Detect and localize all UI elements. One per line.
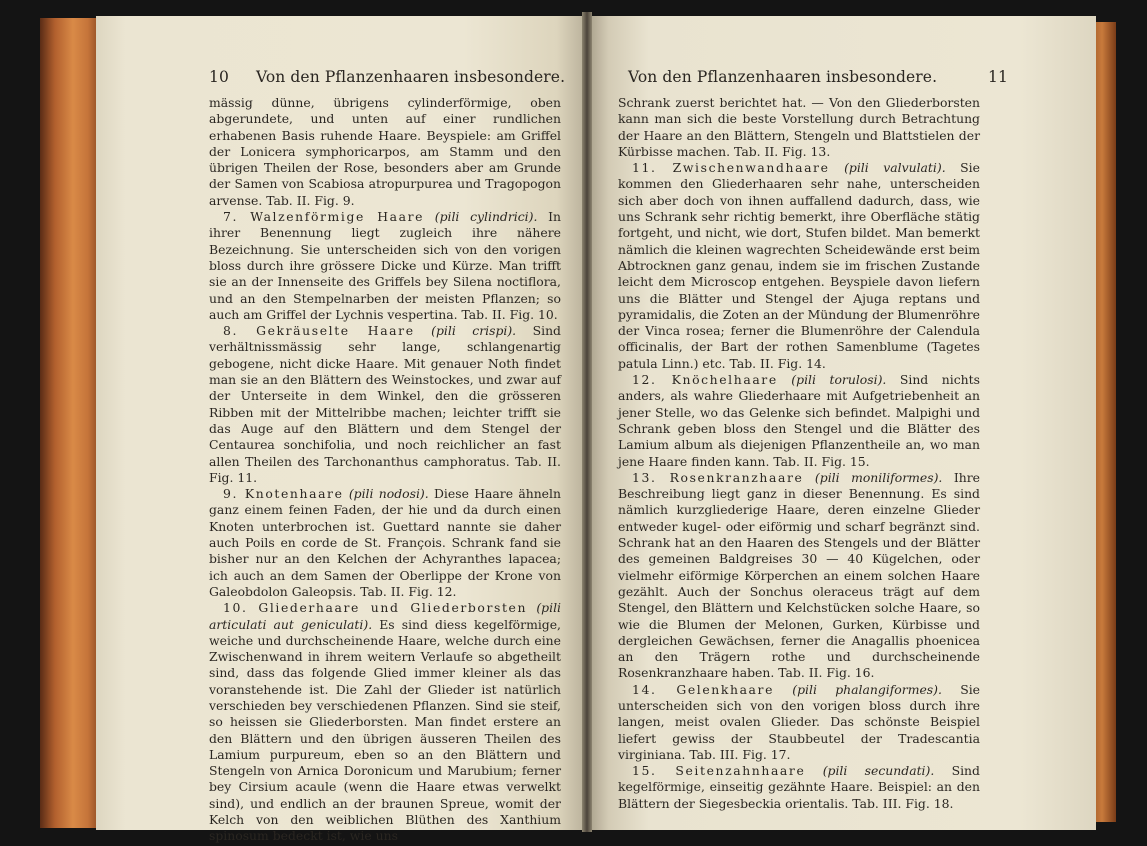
paragraph: [209, 95, 561, 209]
paragraph-body: mässig dünne, übrigens cylinderförmige, oben abgerundete, und unten auf einer rundlichen erhabenen Basis ruhende Haare. Beyspiele: am Griffel der Lonicera symphoricarpos, am Stamm und den übrigen Theilen der Rose, besonders aber am Grunde der Samen von Scabiosa atropurpurea und Tragopogon arvense. Tab. II. Fig. 9.: [209, 95, 561, 208]
paragraph-body: Es sind diess kegelförmige, weiche und durchscheinende Haare, welche durch eine Zwischenwand in ihrem weitern Verlaufe so abgetheilt sind, dass das folgende Glied immer kleiner als das voranstehende ist. Die Zahl der Glieder ist natürlich verschieden bey verschiedenen Pflanzen. Sind sie steif, so heissen sie Gliederborsten. Man findet erstere an den Blättern und den übrigen äusseren Theilen des Lamium purpureum, eben so an den Blättern und Stengeln von Arnica Doronicum und Marubium; ferner bey Cirsium acaule (wenn die Haare etwas verwelkt sind), und endlich an der braunen Spreue, womit der Kelch von den weiblichen Blüthen des Xanthium spinosum bedeckt ist, wie uns: [209, 616, 561, 844]
paragraph-heading: 10. Gliederhaare und Gliederborsten: [223, 600, 528, 616]
latin-term: (pili valvulati).: [844, 160, 946, 176]
paragraph-body: Sie unterscheiden sich von den vorigen bloss durch ihre langen, meist ovalen Glieder. Das schönste Beispiel liefert gewiss der Staubbeutel der Tradescantia virginiana. Tab. III. Fig. 17.: [618, 681, 980, 762]
latin-term: (pili phalangiformes).: [792, 681, 942, 697]
latin-term: (pili crispi).: [431, 323, 517, 339]
paragraph-heading: 15. Seitenzahnhaare: [632, 763, 806, 779]
paragraph: [618, 95, 980, 160]
paragraph: [618, 763, 980, 812]
paragraph-body: Ihre Beschreibung liegt ganz in dieser Benennung. Es sind nämlich kurzgliederige Haare, deren einzelne Glieder entweder kugel- oder eiförmig und scharf begränzt sind. Schrank hat an den Haaren des Stengels und der Blätter des gemeinen Baldgreises 30 — 40 Kügelchen, oder vielmehr eiförmige Körperchen an einem solchen Haare gezählt. Auch der Sonchus oleraceus trägt auf dem Stengel, den Blättern und Kelchstücken solche Haare, so wie die Blumen der Melonen, Gurken, Kürbisse und dergleichen Gewächsen, ferner die Anagallis phoenicea an den Trägern rothe und durchscheinende Rosenkranzhaare haben. Tab. II. Fig. 16.: [618, 469, 980, 681]
paragraph: [618, 470, 980, 682]
latin-term: (pili articulati aut geniculati).: [209, 600, 561, 632]
paragraph-body: Diese Haare ähneln ganz einem feinen Faden, der hie und da durch einen Knoten unterbrochen ist. Guettard nannte sie daher auch Poils en corde de St. François. Schrank fand sie bisher nur an den Kelchen der Achyranthes lapacea; ich auch an dem Samen der Oberlippe der Krone von Galeobdolon Galeopsis. Tab. II. Fig. 12.: [209, 486, 561, 599]
right-page: [588, 16, 1096, 830]
left-page: [96, 16, 586, 844]
paragraph-heading: 7. Walzenförmige Haare: [223, 209, 425, 225]
book-gutter: [582, 12, 592, 832]
paragraph-body: Sind kegelförmige, einseitig gezähnte Haare. Beispiel: an den Blättern der Siegesbeckia orientalis. Tab. III. Fig. 18.: [618, 763, 980, 811]
paragraph: [618, 160, 980, 372]
paragraph-heading: 13. Rosenkranzhaare: [632, 469, 804, 485]
book-cover-left-edge: [40, 18, 100, 828]
latin-term: (pili moniliformes).: [814, 469, 943, 485]
paragraph-body: In ihrer Benennung liegt zugleich ihre nähere Bezeichnung. Sie unterscheiden sich von den vorigen bloss durch ihre grössere Dicke und Kürze. Man trifft sie an der Innenseite des Griffels bey Silena noctiflora, und an den Stempelnarben der meisten Pflanzen; so auch am Griffel der Lychnis vespertina. Tab. II. Fig. 10.: [209, 209, 561, 322]
paragraph: [209, 600, 561, 844]
paragraph: [209, 486, 561, 600]
page-number: 11: [988, 68, 1008, 86]
running-title: Von den Pflanzenhaaren insbesondere.: [628, 68, 938, 86]
paragraph-heading: 8. Gekräuselte Haare: [223, 323, 415, 339]
latin-term: (pili cylindrici).: [434, 209, 538, 225]
paragraph-heading: 12. Knöchelhaare: [632, 372, 778, 388]
paragraph-body: Sind nichts anders, als wahre Gliederhaare mit Aufgetriebenheit an jener Stelle, wo das Gelenke sich befindet. Malpighi und Schrank geben bloss den Stengel und die Blätter des Lamium album als diejenigen Pflanzentheile an, wo man jene Haare finden kann. Tab. II. Fig. 15.: [618, 372, 980, 469]
paragraph-heading: 9. Knotenhaare: [223, 486, 344, 502]
paragraph-body: Schrank zuerst berichtet hat. — Von den Gliederborsten kann man sich die beste Vorstellung durch Betrachtung der Haare an den Blättern, Stengeln und Blattstielen der Kürbisse machen. Tab. II. Fig. 13.: [618, 95, 980, 159]
paragraph: [209, 209, 561, 323]
page-number: 10: [209, 68, 229, 86]
paragraph-heading: 11. Zwischenwandhaare: [632, 160, 830, 176]
text-block: [209, 95, 561, 845]
paragraph-heading: 14. Gelenkhaare: [632, 681, 774, 697]
paragraph: [618, 682, 980, 763]
latin-term: (pili nodosi).: [348, 486, 429, 502]
paragraph-body: Sie kommen den Gliederhaaren sehr nahe, unterscheiden sich aber doch von ihnen auffallend dadurch, dass, wie uns Schrank sehr richtig bemerkt, ihre Oberfläche stätig fortgeht, und nicht, wie dort, Stufen bildet. Man bemerkt nämlich die kleinen wagrechten Scheidewände erst beim Abtrocknen ganz genau, indem sie im frischen Zustande leicht dem Microscop entgehen. Beyspiele davon liefern uns die Blätter und Stengel der Ajuga reptans und pyramidalis, die Zoten an der Mündung der Blumenröhre der Vinca rosea; ferner die Blumenröhre der Calendula officinalis, der Bart der rothen Samenblume (Tagetes patula Linn.) etc. Tab. II. Fig. 14.: [618, 160, 980, 371]
running-title: Von den Pflanzenhaaren insbesondere.: [256, 68, 566, 86]
paragraph-body: Sind verhältnissmässig sehr lange, schlangenartig gebogene, nicht dicke Haare. Mit genauer Noth findet man sie an den Blättern des Weinstockes, und zwar auf der Unterseite in dem Winkel, den die grösseren Ribben mit der Mittelribbe machen; leichter trifft sie das Auge auf den Blättern und dem Stengel der Centaurea sonchifolia, und noch reichlicher an fast allen Theilen des Tarchonanthus camphoratus. Tab. II. Fig. 11.: [209, 323, 561, 485]
paragraph: [209, 323, 561, 486]
latin-term: (pili secundati).: [822, 763, 935, 779]
latin-term: (pili torulosi).: [791, 372, 887, 388]
paragraph: [618, 372, 980, 470]
text-block: [618, 95, 980, 812]
